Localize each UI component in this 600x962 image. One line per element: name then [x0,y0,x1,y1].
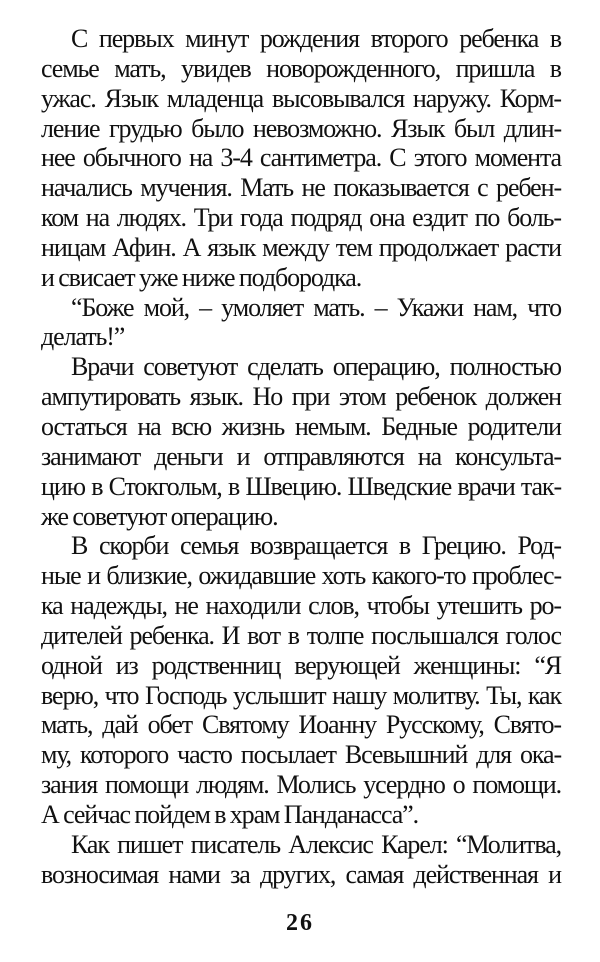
text-line: семье мать, увидев новорожденного, пришла в [41,53,561,83]
text-line: ком на людях. Три года подряд она ездит по боль- [41,203,561,233]
text-line: начались мучения. Мать не показывается с ребен- [41,173,561,203]
text-line: ка надежды, не находили слов, чтобы утешить ро- [41,591,561,621]
text-line: верю, что Господь услышит нашу молитву. Ты, как [41,680,561,710]
text-line: мать, дай обет Святому Иоанну Русскому, Свято- [41,710,561,740]
text-line: “Боже мой, – умоляет мать. – Укажи нам, что [71,292,561,322]
text-line: ные и близкие, ожидавшие хоть какого-то проблес- [41,561,561,591]
text-line: и свисает уже ниже подбородка. [41,262,362,292]
text-line: остаться на всю жизнь немым. Бедные родители [41,411,561,441]
text-line: А сейчас пойдем в храм Панданасса”. [41,799,418,829]
text-line: В скорби семья возвращается в Грецию. Род- [71,531,561,561]
text-line: му, которого часто посылает Всевышний для ока- [41,740,561,770]
text-line: С первых минут рождения второго ребенка в [71,24,561,53]
text-line: цию в Стокгольм, в Швецию. Шведские врачи так- [41,471,561,501]
text-line: Как пишет писатель Алексис Карел: “Молитва, [71,829,561,859]
text-line: Врачи советуют сделать операцию, полностью [71,352,561,382]
text-line: ампутировать язык. Но при этом ребенок должен [41,382,561,412]
text-line: же советуют операцию. [41,501,278,531]
text-line: ницам Афин. А язык между тем продолжает расти [41,232,561,262]
text-line: ление грудью было невозможно. Язык был длин- [41,113,561,143]
text-line: нее обычного на 3-4 сантиметра. С этого момента [41,143,561,173]
text-line: одной из родственниц верующей женщины: “Я [41,650,561,680]
text-line: занимают деньги и отправляются на консульта- [41,441,561,471]
text-line: дителей ребенка. И вот в толпе послышался голос [41,620,561,650]
text-line: делать!” [41,322,125,352]
text-line: ужас. Язык младенца высовывался наружу. Корм- [41,83,561,113]
text-line: зания помощи людям. Молись усердно о помощи. [41,770,561,800]
page-number: 26 [286,910,314,936]
body-text [41,24,561,889]
text-line: возносимая нами за других, самая действенная и [41,859,561,889]
